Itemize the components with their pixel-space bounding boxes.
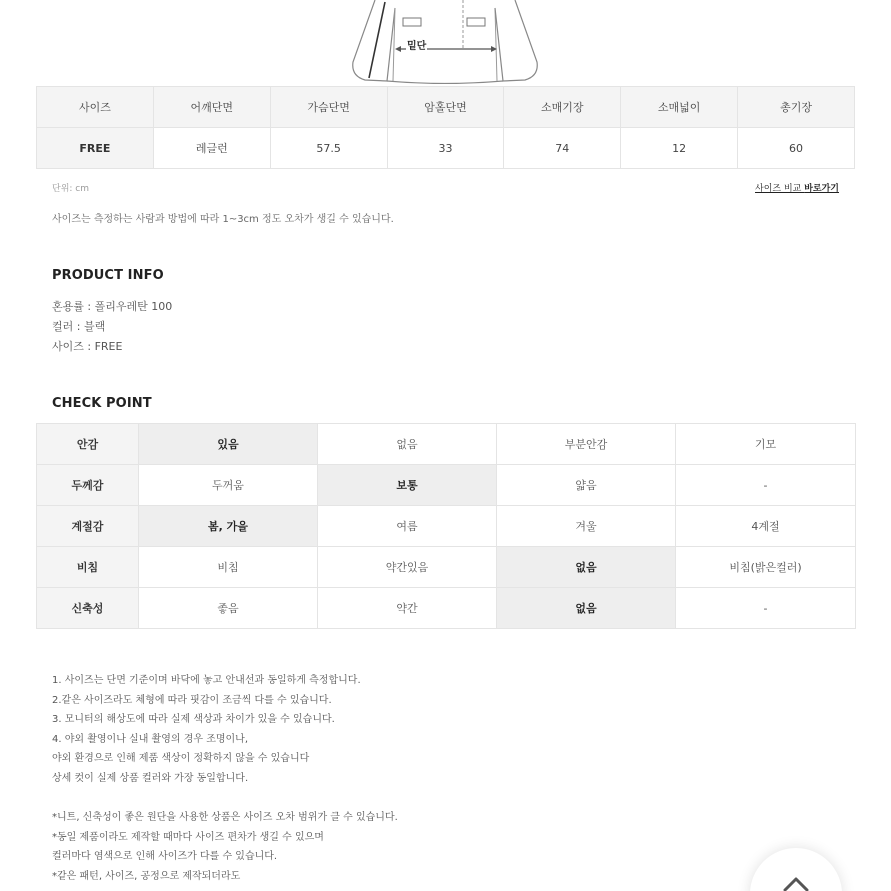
info-line-material: 혼용률 : 폴리우레탄 100 <box>52 300 173 313</box>
check-row-label: 비침 <box>37 547 139 588</box>
check-row-label: 신축성 <box>37 588 139 629</box>
check-option-selected: 없음 <box>497 588 676 629</box>
size-header-cell: 사이즈 <box>37 87 154 128</box>
size-cell: 33 <box>387 128 504 169</box>
notes-secondary-list <box>52 808 398 886</box>
note-line: 2.같은 사이즈라도 체형에 따라 핏감이 조금씩 다를 수 있습니다. <box>52 694 332 706</box>
size-header-cell: 소매넓이 <box>621 87 738 128</box>
scroll-top-button[interactable] <box>750 848 842 891</box>
size-compare-link[interactable] <box>755 181 839 194</box>
info-line-color: 컬러 : 블랙 <box>52 320 106 333</box>
size-cell: 57.5 <box>270 128 387 169</box>
check-option: 약간 <box>318 588 497 629</box>
product-info-title: PRODUCT INFO <box>52 268 164 283</box>
info-line-size: 사이즈 : FREE <box>52 340 123 353</box>
size-compare-prefix: 사이즈 비교 <box>755 184 805 194</box>
check-row-label: 계절감 <box>37 506 139 547</box>
size-cell: 60 <box>738 128 855 169</box>
notes-list <box>52 671 361 789</box>
check-row-sheerness <box>37 547 856 588</box>
check-option-selected: 있음 <box>139 424 318 465</box>
note-line: *동일 제품이라도 제작할 때마다 사이즈 편차가 생길 수 있으며 <box>52 831 324 843</box>
check-option-selected: 없음 <box>497 547 676 588</box>
product-info-list <box>52 297 172 357</box>
note-line: 상세 컷이 실제 상품 컬러와 가장 동일합니다. <box>52 772 249 784</box>
check-row-label: 두께감 <box>37 465 139 506</box>
check-row-season <box>37 506 856 547</box>
check-row-lining <box>37 424 856 465</box>
check-row-stretch <box>37 588 856 629</box>
check-option: 기모 <box>676 424 856 465</box>
check-point-table <box>36 423 856 629</box>
note-line: 야외 환경으로 인해 제품 색상이 정확하지 않을 수 있습니다 <box>52 753 310 765</box>
check-option: 여름 <box>318 506 497 547</box>
size-header-cell: 암홀단면 <box>387 87 504 128</box>
check-row-label: 안감 <box>37 424 139 465</box>
check-option: 부분안감 <box>497 424 676 465</box>
arrow-up-icon <box>783 876 809 891</box>
unit-label: 단위: cm <box>52 184 89 194</box>
size-table <box>36 86 855 169</box>
note-line: 4. 야외 촬영이나 실내 촬영의 경우 조명이나, <box>52 733 249 745</box>
note-line: 컬러마다 염색으로 인해 사이즈가 다를 수 있습니다. <box>52 851 278 863</box>
check-option: 4계절 <box>676 506 856 547</box>
check-option-selected: 보통 <box>318 465 497 506</box>
check-point-title: CHECK POINT <box>52 396 152 411</box>
note-line: *같은 패턴, 사이즈, 공정으로 제작되더라도 <box>52 870 241 882</box>
check-option: 얇음 <box>497 465 676 506</box>
garment-illustration <box>345 0 545 84</box>
check-option: 두꺼움 <box>139 465 318 506</box>
check-option-selected: 봄, 가을 <box>139 506 318 547</box>
note-line: 3. 모니터의 해상도에 따라 실제 색상과 차이가 있을 수 있습니다. <box>52 714 335 726</box>
check-option: 겨울 <box>497 506 676 547</box>
size-table-header <box>37 87 855 128</box>
size-cell: 74 <box>504 128 621 169</box>
note-line: *니트, 신축성이 좋은 원단을 사용한 상품은 사이즈 오차 범위가 클 수 있습니다. <box>52 812 398 823</box>
check-option: 비침 <box>139 547 318 588</box>
check-option: 좋음 <box>139 588 318 629</box>
size-header-cell: 가슴단면 <box>270 87 387 128</box>
size-compare-bold: 바로가기 <box>804 184 839 194</box>
size-header-cell: 총기장 <box>738 87 855 128</box>
size-header-cell: 어깨단면 <box>153 87 270 128</box>
size-note: 사이즈는 측정하는 사람과 방법에 따라 1~3cm 정도 오차가 생길 수 있습니다. <box>52 214 394 225</box>
note-line: 1. 사이즈는 단면 기준이며 바닥에 놓고 안내선과 동일하게 측정합니다. <box>52 675 361 686</box>
check-option: 없음 <box>318 424 497 465</box>
size-cell: 레글런 <box>153 128 270 169</box>
check-option: - <box>676 588 856 629</box>
check-row-thickness <box>37 465 856 506</box>
size-table-row <box>37 128 855 169</box>
size-header-cell: 소매기장 <box>504 87 621 128</box>
check-option: 약간있음 <box>318 547 497 588</box>
check-option: 비침(밝은컬러) <box>676 547 856 588</box>
check-option: - <box>676 465 856 506</box>
size-cell: FREE <box>37 128 154 169</box>
size-cell: 12 <box>621 128 738 169</box>
hem-label: 밑단 <box>406 37 427 52</box>
